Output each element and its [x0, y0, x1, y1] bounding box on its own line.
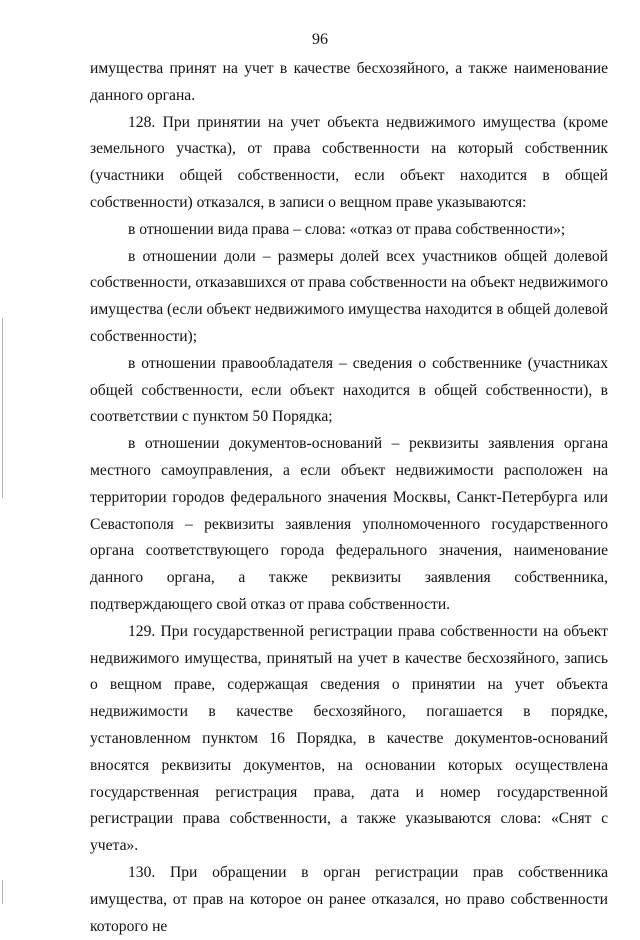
paragraph-right-type: в отношении вида права – слова: «отказ от права собственности»;	[128, 220, 566, 238]
paragraph-129: 129. При государственной регистрации права собственности на объект недвижимого имущества, принятый на учет в качестве бесхозяйного, запись о вещном праве, содержащая сведения о принятии на учет объекта недвижимости в качестве бесхозяйного, погашается в порядке, установленном пунктом 16 Порядка, в качестве документов-оснований вносятся реквизиты документов, на основании которых осуществлена государственная регистрация права, дата и номер государственной регистрации права собственности, а также указываются слова: «Снят с учета».	[90, 622, 608, 855]
document-body	[90, 56, 608, 940]
scan-edge-mark	[2, 880, 3, 904]
paragraph-130: 130. При обращении в орган регистрации прав собственника имущества, от прав на которое он ранее отказался, но право собственности которого не	[90, 863, 608, 935]
scan-edge-mark	[2, 318, 3, 498]
page-number: 96	[312, 31, 328, 48]
paragraph-rightholder: в отношении правообладателя – сведения о собственнике (участниках общей собственности, если объект находится в общей собственности), в соответствии с пунктом 50 Порядка;	[90, 354, 608, 426]
paragraph-share: в отношении доли – размеры долей всех участников общей долевой собственности, отказавшихся от права собственности на объект недвижимого имущества (если объект недвижимого имущества находится в общей долевой собственности);	[90, 247, 609, 345]
paragraph-128: 128. При принятии на учет объекта недвижимого имущества (кроме земельного участка), от права собственности на который собственник (участники общей собственности, если объект находится в общей собственности) отказался, в записи о вещном праве указываются:	[90, 113, 608, 211]
paragraph-documents: в отношении документов-оснований – реквизиты заявления органа местного самоуправления, а если объект недвижимости расположен на территории городов федерального значения Москвы, Санкт-Петербурга или Севастополя – реквизиты заявления уполномоченного государственного органа соответствующего города федерального значения, наименование данного органа, а также реквизиты заявления собственника, подтверждающего свой отказ от права собственности.	[90, 435, 608, 613]
paragraph-continuation: имущества принят на учет в качестве бесхозяйного, а также наименование данного органа.	[90, 60, 608, 104]
